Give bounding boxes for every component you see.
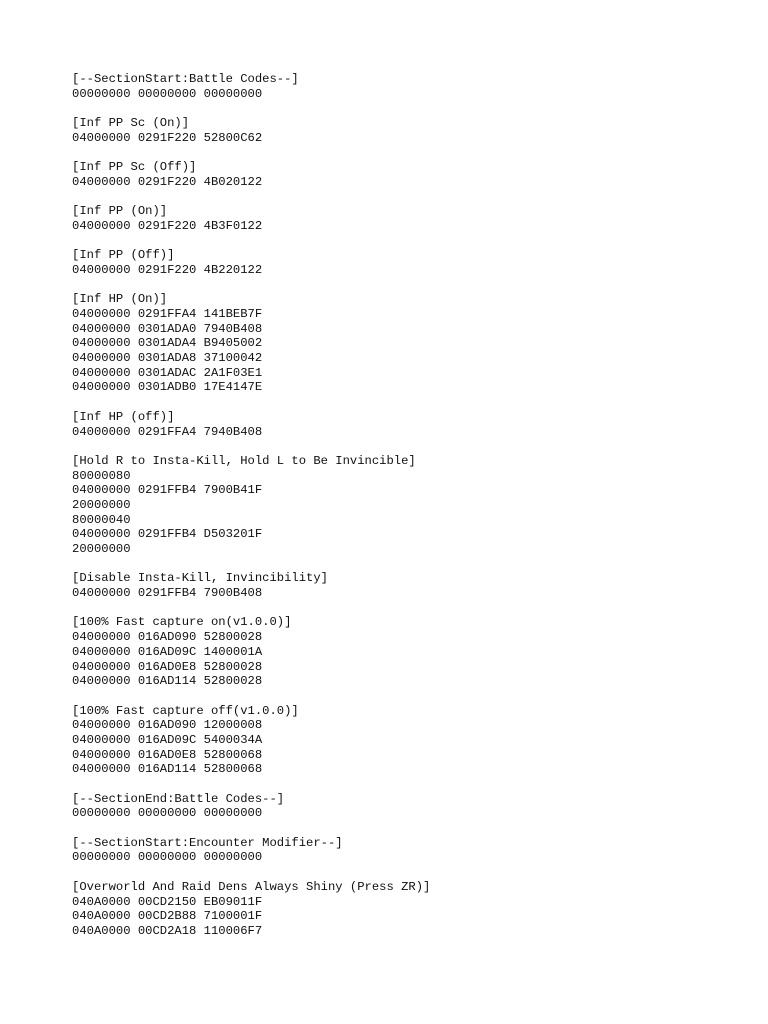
code-line: 04000000 0301ADB0 17E4147E (72, 380, 263, 395)
code-line: 04000000 0291F220 4B020122 (72, 174, 263, 189)
code-line: 040A0000 00CD2150 EB09011F (72, 894, 263, 909)
block-header-line: [100% Fast capture off(v1.0.0)] (72, 703, 299, 718)
code-block (72, 204, 752, 233)
code-block (72, 704, 752, 777)
code-block (72, 292, 752, 395)
code-line: 040A0000 00CD2B88 7100001F (72, 909, 263, 924)
block-header-line: [Overworld And Raid Dens Always Shiny (Press ZR)] (72, 879, 431, 894)
code-block (72, 880, 752, 939)
code-line: 04000000 0301ADA0 7940B408 (72, 321, 263, 336)
code-line: 04000000 0291F220 4B3F0122 (72, 218, 263, 233)
code-line: 04000000 0291F220 4B220122 (72, 262, 263, 277)
code-block (72, 571, 752, 600)
code-block (72, 160, 752, 189)
block-header-line: [--SectionEnd:Battle Codes--] (72, 791, 285, 806)
code-line: 04000000 016AD090 52800028 (72, 630, 263, 645)
code-line: 04000000 0291F220 52800C62 (72, 130, 263, 145)
code-line: 20000000 (72, 542, 131, 556)
code-line: 04000000 016AD0E8 52800028 (72, 659, 263, 674)
block-header-line: [Inf HP (off)] (72, 409, 175, 424)
code-block (72, 836, 752, 865)
block-header-line: [100% Fast capture on(v1.0.0)] (72, 615, 292, 630)
code-line: 80000040 (72, 512, 131, 527)
code-line: 00000000 00000000 00000000 (72, 850, 263, 865)
code-line: 80000080 (72, 468, 131, 483)
code-block (72, 410, 752, 439)
code-block (72, 116, 752, 145)
code-line: 20000000 (72, 497, 131, 512)
code-block (72, 615, 752, 688)
block-header-line: [--SectionStart:Battle Codes--] (72, 72, 299, 86)
code-block (72, 792, 752, 821)
code-line: 04000000 0291FFA4 141BEB7F (72, 307, 263, 321)
block-header-line: [Hold R to Insta-Kill, Hold L to Be Invincible] (72, 453, 416, 468)
code-line: 04000000 0291FFB4 7900B41F (72, 483, 263, 498)
block-header-line: [--SectionStart:Encounter Modifier--] (72, 835, 343, 850)
code-line: 04000000 0301ADA8 37100042 (72, 351, 263, 366)
code-line: 00000000 00000000 00000000 (72, 86, 263, 101)
block-header-line: [Inf HP (On)] (72, 292, 168, 307)
code-block (72, 248, 752, 277)
code-line: 04000000 016AD114 52800068 (72, 762, 263, 777)
code-line: 04000000 016AD09C 5400034A (72, 732, 263, 747)
cheat-code-document (72, 72, 752, 953)
block-header-line: [Inf PP (Off)] (72, 248, 175, 263)
code-line: 04000000 016AD0E8 52800068 (72, 747, 263, 762)
code-line: 040A0000 00CD2A18 110006F7 (72, 923, 263, 938)
code-block (72, 454, 752, 557)
code-line: 04000000 0291FFB4 7900B408 (72, 586, 263, 601)
code-line: 04000000 0291FFA4 7940B408 (72, 424, 263, 439)
code-line: 04000000 016AD114 52800028 (72, 674, 263, 689)
code-line: 04000000 016AD090 12000008 (72, 718, 263, 733)
code-line: 04000000 0301ADA4 B9405002 (72, 336, 263, 351)
code-line: 00000000 00000000 00000000 (72, 806, 263, 821)
code-line: 04000000 0301ADAC 2A1F03E1 (72, 365, 263, 380)
code-line: 04000000 0291FFB4 D503201F (72, 527, 263, 542)
block-header-line: [Inf PP Sc (On)] (72, 116, 190, 131)
block-header-line: [Inf PP (On)] (72, 204, 168, 219)
block-header-line: [Inf PP Sc (Off)] (72, 160, 197, 175)
code-line: 04000000 016AD09C 1400001A (72, 644, 263, 659)
code-block (72, 72, 752, 101)
block-header-line: [Disable Insta-Kill, Invincibility] (72, 571, 328, 586)
